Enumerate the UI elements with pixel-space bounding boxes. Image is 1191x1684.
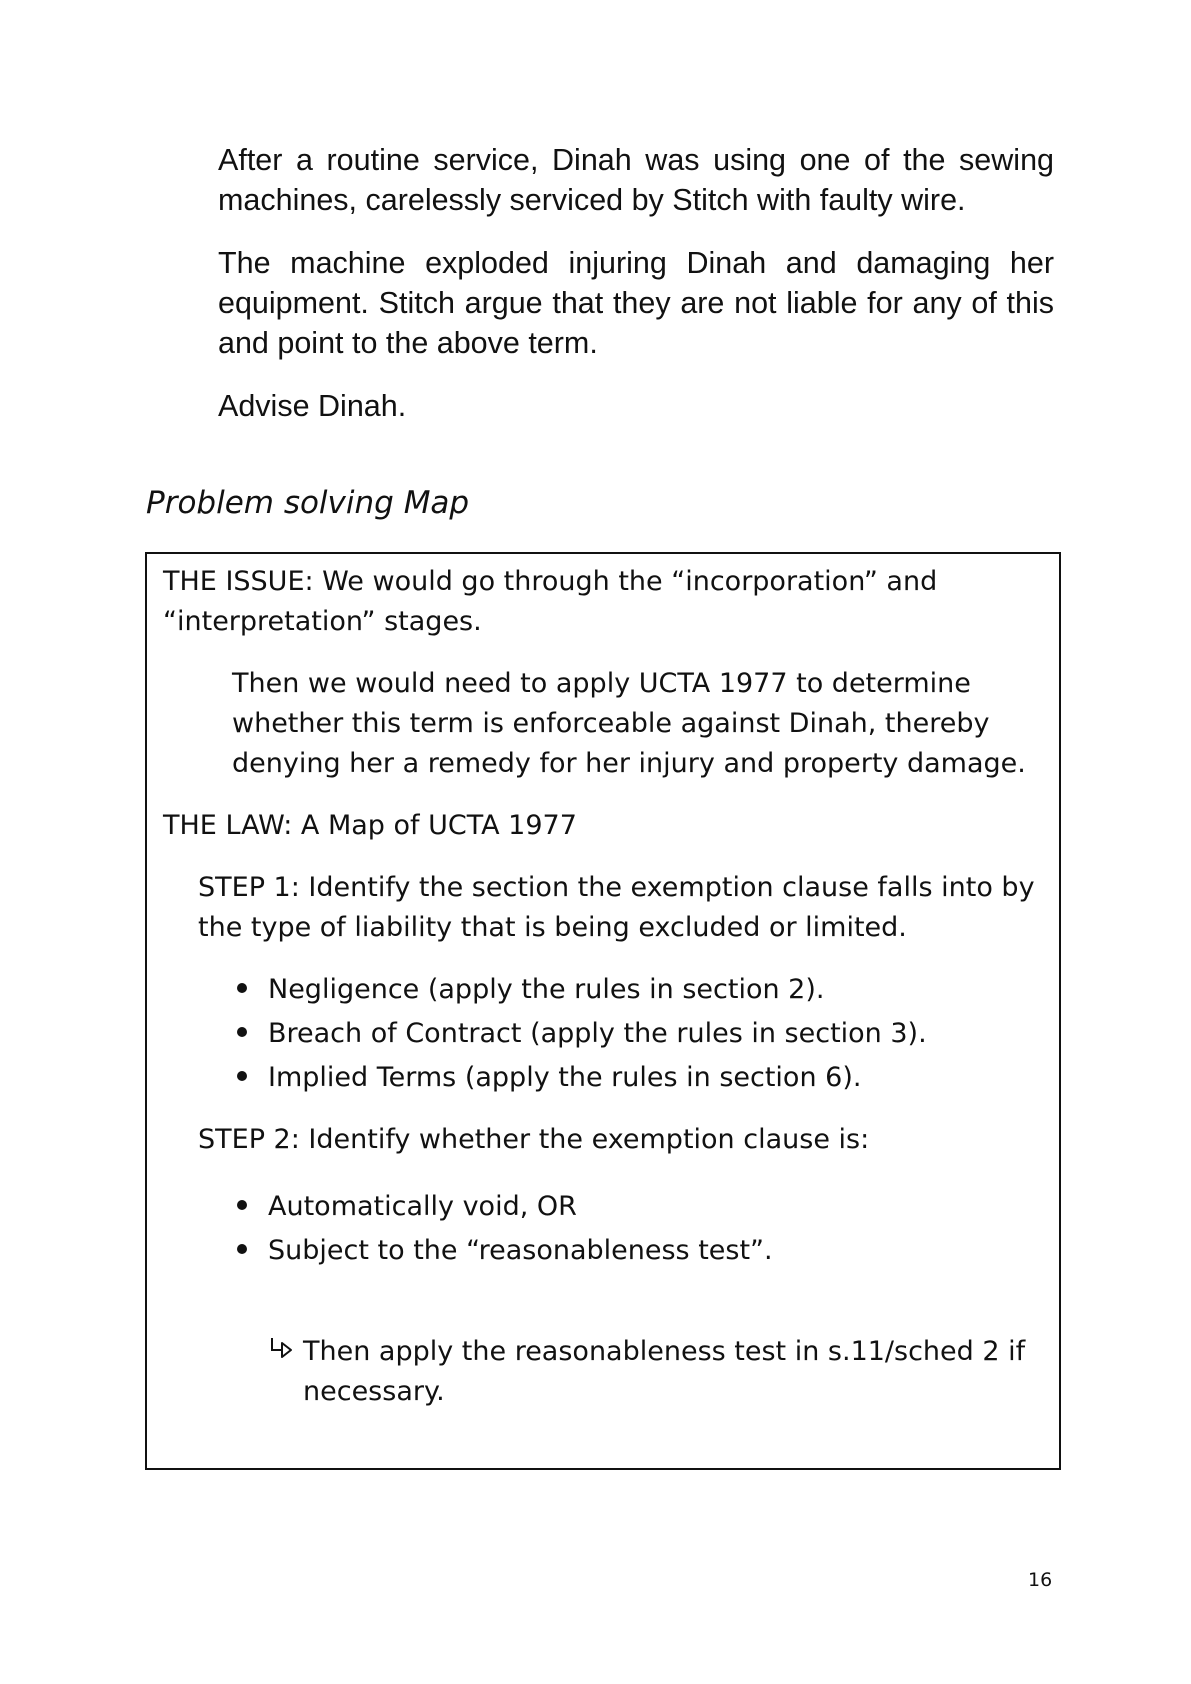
step2-bullet-reasonableness: Subject to the “reasonableness test”. — [268, 1235, 773, 1266]
step1-bullet-negligence: Negligence (apply the rules in section 2). — [268, 974, 825, 1005]
step1-line-2: the type of liability that is being excluded or limited. — [198, 912, 907, 943]
scenario-paragraph-3: Advise Dinah. — [218, 389, 407, 423]
arrow-down-right-icon — [269, 1336, 295, 1362]
issue-line-2: “interpretation” stages. — [163, 606, 482, 637]
problem-solving-map-box — [145, 552, 1061, 1470]
bullet-dot-icon — [237, 1200, 247, 1210]
note-line-1: Then apply the reasonableness test in s.11/sched 2 if — [303, 1336, 1026, 1367]
step1-bullet-breach: Breach of Contract (apply the rules in section 3). — [268, 1018, 927, 1049]
scenario-text — [218, 140, 1054, 449]
section-heading: Problem solving Map — [146, 485, 470, 521]
bullet-dot-icon — [237, 1071, 247, 1081]
step1-line-1: STEP 1: Identify the section the exemption clause falls into by — [198, 872, 1035, 903]
ucta-line-1: Then we would need to apply UCTA 1977 to determine — [232, 668, 971, 699]
note-line-2: necessary. — [303, 1376, 445, 1407]
ucta-line-3: denying her a remedy for her injury and property damage. — [232, 748, 1026, 779]
scenario-paragraph-2: The machine exploded injuring Dinah and damaging her equipment. Stitch argue that they are not liable for any of this and point to the above term. — [218, 246, 1054, 360]
bullet-dot-icon — [237, 1027, 247, 1037]
law-heading: THE LAW: A Map of UCTA 1977 — [163, 810, 577, 841]
step2-bullet-void: Automatically void, OR — [268, 1191, 577, 1222]
page-number: 16 — [1028, 1569, 1053, 1591]
bullet-dot-icon — [237, 983, 247, 993]
bullet-dot-icon — [237, 1244, 247, 1254]
step2-line: STEP 2: Identify whether the exemption clause is: — [198, 1124, 870, 1155]
scenario-paragraph-1: After a routine service, Dinah was using one of the sewing machines, carelessly serviced by Stitch with faulty wire. — [218, 143, 1054, 217]
ucta-line-2: whether this term is enforceable against Dinah, thereby — [232, 708, 990, 739]
issue-line-1: THE ISSUE: We would go through the “incorporation” and — [163, 566, 938, 597]
step1-bullet-implied-terms: Implied Terms (apply the rules in section 6). — [268, 1062, 862, 1093]
